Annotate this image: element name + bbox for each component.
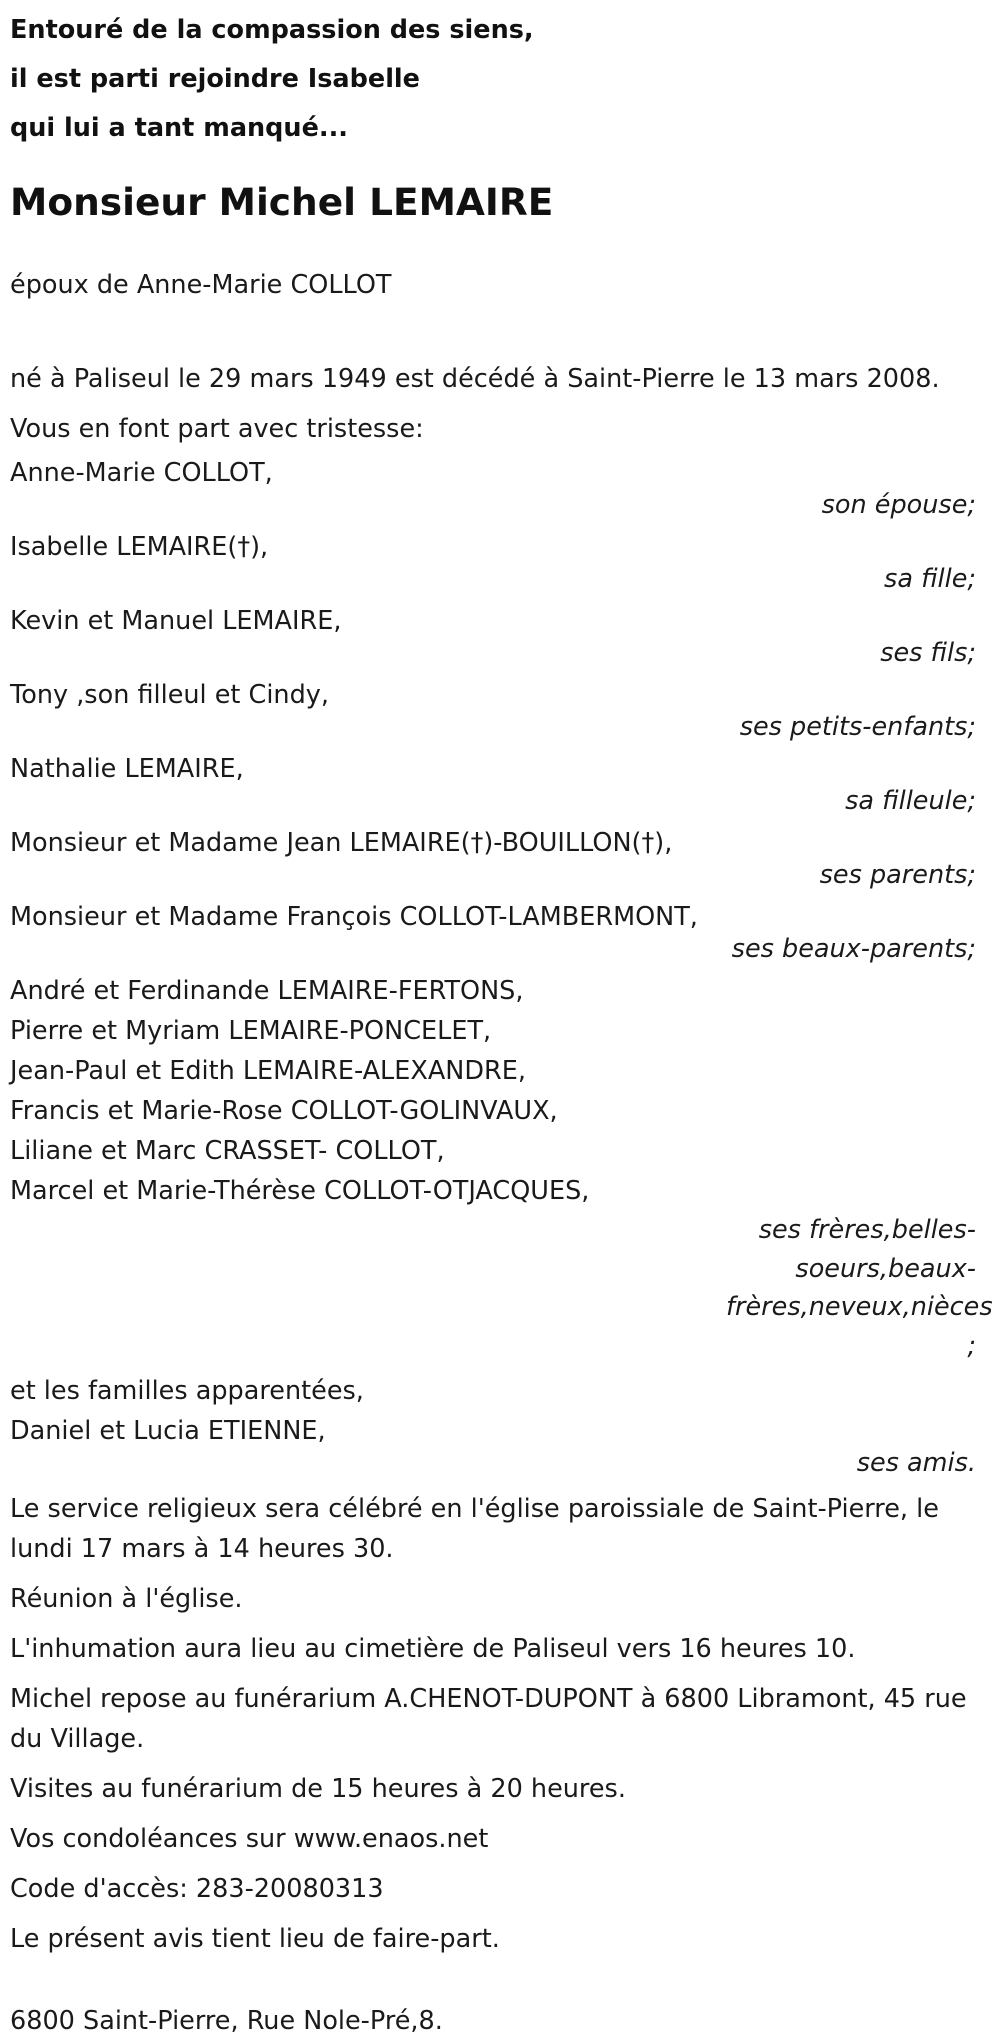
address-line: 6800 Saint-Pierre, Rue Nole-Pré,8. [10, 2006, 443, 2036]
intro-text [10, 6, 990, 153]
sibling-names: Marcel et Marie-Thérèse COLLOT-OTJACQUES, [10, 1176, 590, 1206]
relative-names: Kevin et Manuel LEMAIRE, [10, 606, 342, 636]
meeting-paragraph: Réunion à l'église. [10, 1584, 243, 1614]
intro-line-2: il est parti rejoindre Isabelle [10, 64, 420, 94]
intro-line-1: Entouré de la compassion des siens, [10, 15, 534, 45]
burial-paragraph: L'inhumation aura lieu au cimetière de Paliseul vers 16 heures 10. [10, 1634, 856, 1664]
sibling-names: André et Ferdinande LEMAIRE-FERTONS, [10, 976, 524, 1006]
relative-row [10, 749, 990, 816]
relative-relation: ses fils; [880, 638, 976, 668]
service-info [10, 1489, 990, 1959]
friends-group [10, 1371, 990, 1478]
visits-paragraph: Visites au funérarium de 15 heures à 20 heures. [10, 1774, 626, 1804]
friends-relation: ses amis. [856, 1448, 976, 1478]
relative-names: Isabelle LEMAIRE(†), [10, 532, 269, 562]
relative-row [10, 823, 990, 890]
relative-names: Anne-Marie COLLOT, [10, 458, 273, 488]
access-code-paragraph: Code d'accès: 283-20080313 [10, 1874, 384, 1904]
friends-names: Daniel et Lucia ETIENNE, [10, 1416, 326, 1446]
relative-row [10, 601, 990, 668]
relative-relation: sa filleule; [845, 786, 976, 816]
friends-names: et les familles apparentées, [10, 1376, 364, 1406]
relative-row [10, 675, 990, 742]
relative-names: Nathalie LEMAIRE, [10, 754, 244, 784]
intro-line-3: qui lui a tant manqué... [10, 113, 348, 143]
relative-relation: ses beaux-parents; [731, 934, 976, 964]
sibling-names: Francis et Marie-Rose COLLOT-GOLINVAUX, [10, 1096, 558, 1126]
condolences-paragraph: Vos condoléances sur www.enaos.net [10, 1824, 489, 1854]
relative-relation: son épouse; [821, 490, 976, 520]
relative-names: Monsieur et Madame François COLLOT-LAMBERMONT, [10, 902, 698, 932]
relative-names: Monsieur et Madame Jean LEMAIRE(†)-BOUILLON(†), [10, 828, 673, 858]
relative-row [10, 527, 990, 594]
sibling-names: Jean-Paul et Edith LEMAIRE-ALEXANDRE, [10, 1056, 526, 1086]
service-paragraph: Le service religieux sera célébré en l'église paroissiale de Saint-Pierre, le lundi 17 mars à 14 heures 30. [10, 1494, 939, 1564]
relative-relation: ses petits-enfants; [739, 712, 976, 742]
announcement-line: Vous en font part avec tristesse: [10, 414, 424, 444]
birth-death-line: né à Paliseul le 29 mars 1949 est décédé à Saint-Pierre le 13 mars 2008. [10, 364, 940, 394]
siblings-group [10, 971, 993, 1365]
relative-relation: ses parents; [819, 860, 976, 890]
sibling-names: Liliane et Marc CRASSET- COLLOT, [10, 1136, 445, 1166]
sibling-names: Pierre et Myriam LEMAIRE-PONCELET, [10, 1016, 492, 1046]
relative-row [10, 897, 990, 964]
funeral-home-paragraph: Michel repose au funérarium A.CHENOT-DUPONT à 6800 Libramont, 45 rue du Village. [10, 1684, 967, 1754]
relative-names: Tony ,son filleul et Cindy, [10, 680, 329, 710]
relatives-list [10, 453, 990, 964]
notice-paragraph: Le présent avis tient lieu de faire-part. [10, 1924, 500, 1954]
relative-row [10, 453, 990, 520]
siblings-relation: ses frères,belles-soeurs,beaux-frères,neveux,nièces ; [726, 1215, 993, 1361]
deceased-name: Monsieur Michel LEMAIRE [10, 180, 554, 224]
spouse-line: époux de Anne-Marie COLLOT [10, 270, 392, 300]
relative-relation: sa fille; [884, 564, 976, 594]
